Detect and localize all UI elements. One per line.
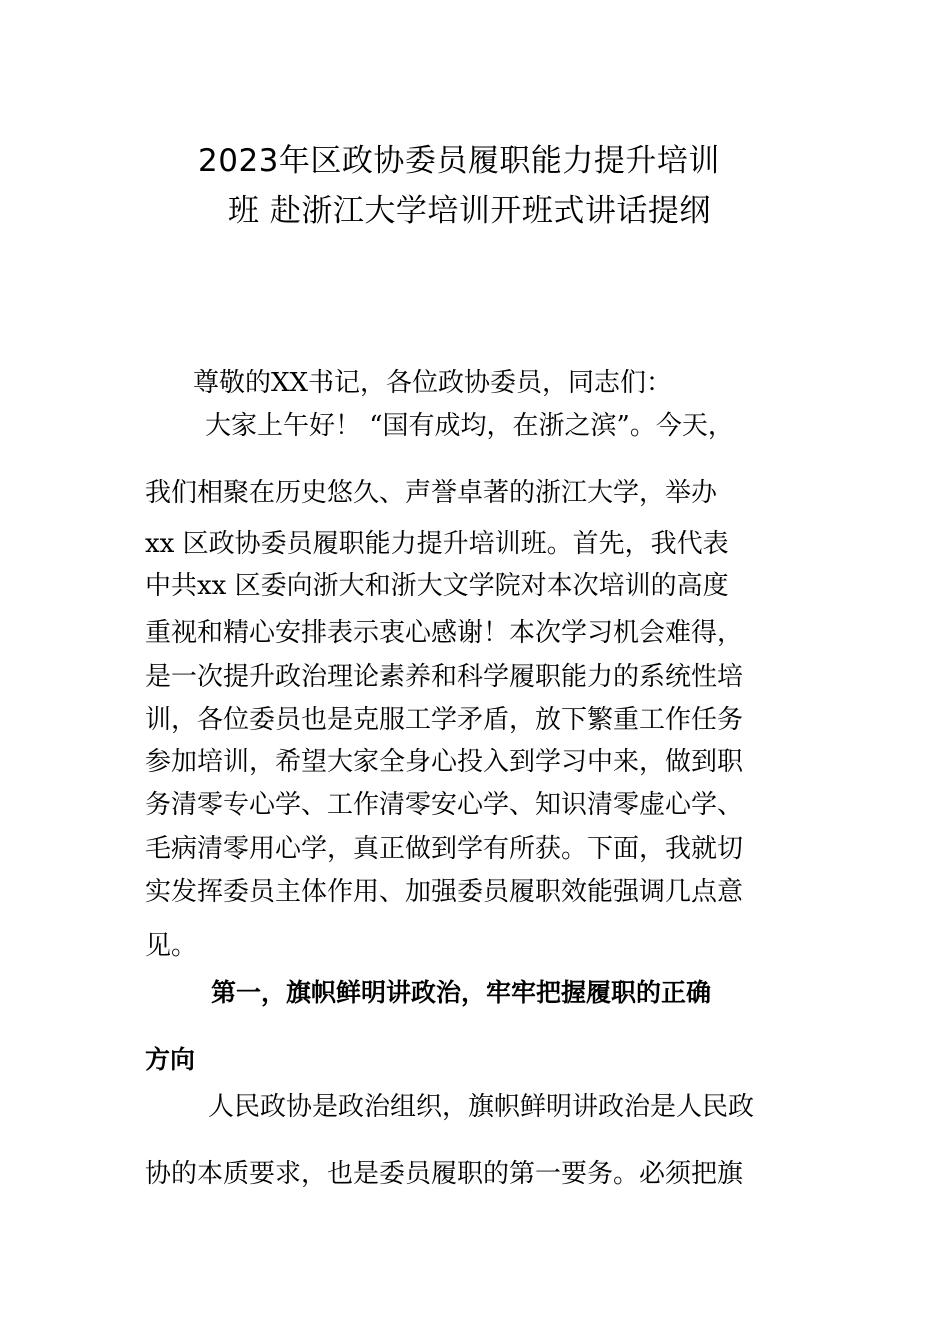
paragraph-line: 务清零专心学、工作清零安心学、知识清零虚心学、 [145, 790, 744, 820]
salutation: 尊敬的XX书记，各位政协委员，同志们： [193, 368, 673, 398]
paragraph-line: 见。 [145, 931, 198, 961]
paragraph-line: 大家上午好！ “国有成均，在浙之滨”。今天， [205, 411, 734, 441]
paragraph-line: 参加培训，希望大家全身心投入到学习中来，做到职 [145, 747, 744, 777]
paragraph-line: 训，各位委员也是克服工学矛盾，放下繁重工作任务 [145, 705, 744, 735]
paragraph-line: 我们相聚在历史悠久、声誉卓著的浙江大学，举办 [145, 478, 718, 508]
paragraph-line: 中共xx 区委向浙大和浙大文学院对本次培训的高度 [145, 571, 729, 601]
paragraph-line: 协的本质要求，也是委员履职的第一要务。必须把旗 [145, 1159, 744, 1189]
document-title-line-1: 2023年区政协委员履职能力提升培训 [198, 143, 720, 179]
paragraph-line: 毛病清零用心学，真正做到学有所获。下面，我就切 [145, 834, 744, 864]
paragraph-line: 重视和精心安排表示衷心感谢！本次学习机会难得， [145, 618, 744, 648]
section-heading-line-2: 方向 [145, 1045, 196, 1074]
document-title-line-2: 班 赴浙江大学培训开班式讲话提纲 [228, 193, 711, 229]
paragraph-line: 实发挥委员主体作用、加强委员履职效能强调几点意 [145, 877, 744, 907]
section-heading-line-1: 第一，旗帜鲜明讲政治，牢牢把握履职的正确 [211, 978, 712, 1007]
paragraph-line: xx 区政协委员履职能力提升培训班。首先，我代表 [145, 529, 729, 559]
paragraph-line: 是一次提升政治理论素养和科学履职能力的系统性培 [145, 662, 744, 692]
paragraph-line: 人民政协是政治组织，旗帜鲜明讲政治是人民政 [208, 1092, 755, 1122]
